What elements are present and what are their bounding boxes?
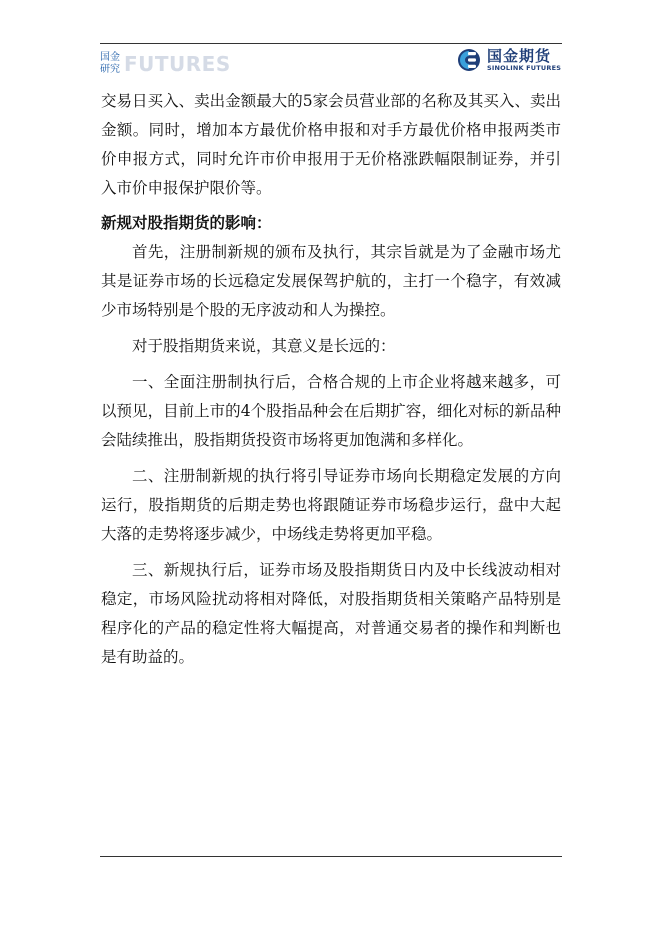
paragraph-point-two: 二、注册制新规的执行将引导证券市场向长期稳定发展的方向运行，股指期货的后期走势也将跟随证券市场稳步运行，盘中大起大落的走势将逐步减少，中场线走势将更加平稳。 bbox=[101, 467, 561, 543]
paragraph-significance: 对于股指期货来说，其意义是长远的： bbox=[132, 337, 396, 355]
brand-name-cn: 国金期货 bbox=[487, 47, 552, 65]
document-body bbox=[101, 87, 561, 672]
brand-text bbox=[487, 48, 561, 72]
research-label-line1: 国金 bbox=[100, 52, 120, 63]
brand-name-en: SINOLINK FUTURES bbox=[487, 64, 562, 72]
header-rule bbox=[100, 43, 562, 44]
footer-rule bbox=[100, 856, 562, 857]
paragraph-intro: 首先，注册制新规的颁布及执行，其宗旨就是为了金融市场尤其是证券市场的长远稳定发展保驾护航的，主打一个稳字，有效减少市场特别是个股的无序波动和人为操控。 bbox=[101, 243, 561, 319]
futures-watermark: FUTURES bbox=[124, 52, 231, 76]
company-logo bbox=[457, 45, 563, 75]
paragraph-point-three: 三、新规执行后，证券市场及股指期货日内及中长线波动相对稳定，市场风险扰动将相对降低，对股指期货相关策略产品特别是程序化的产品的稳定性将大幅提高，对普通交易者的操作和判断也是有助益的。 bbox=[101, 561, 561, 666]
research-label-line2: 研究 bbox=[100, 64, 120, 75]
sinolink-logo-icon bbox=[457, 48, 481, 72]
header-research-mark bbox=[100, 50, 231, 78]
research-label bbox=[100, 52, 120, 76]
section-heading: 新规对股指期货的影响： bbox=[101, 214, 272, 232]
paragraph-point-one: 一、全面注册制执行后，合格合规的上市企业将越来越多，可以预见，目前上市的4个股指品种会在后期扩容，细化对标的新品种会陆续推出，股指期货投资市场将更加饱满和多样化。 bbox=[101, 373, 561, 449]
paragraph-rule-summary: 交易日买入、卖出金额最大的5家会员营业部的名称及其买入、卖出金额。同时，增加本方最优价格申报和对手方最优价格申报两类市价申报方式，同时允许市价申报用于无价格涨跌幅限制证券，并引入市价申报保护限价等。 bbox=[101, 92, 561, 197]
